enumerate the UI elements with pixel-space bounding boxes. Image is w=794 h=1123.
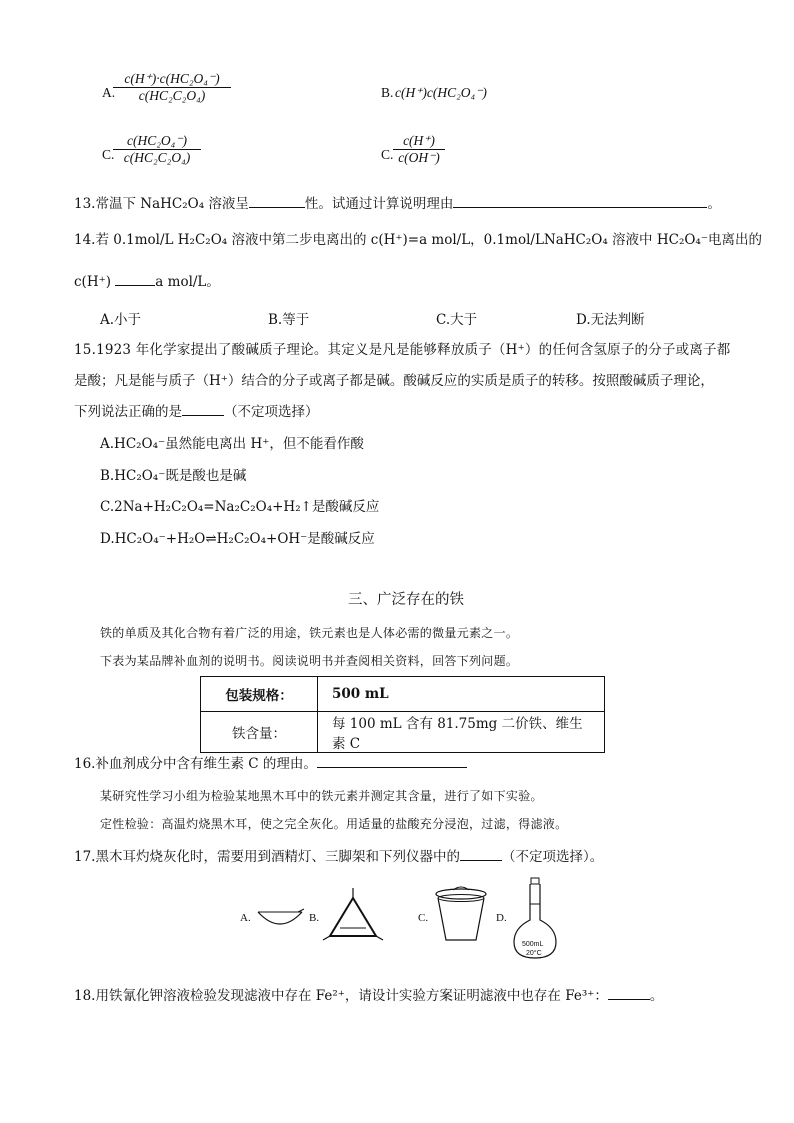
q14-option-c: C.大于 (436, 312, 478, 328)
table-key: 铁含量： (201, 712, 318, 753)
q15-option-d: D.HC₂O₄⁻+H₂O⇌H₂C₂O₄+OH⁻是酸碱反应 (100, 531, 375, 547)
option-a-fraction (113, 71, 231, 104)
question-17: 17.黑木耳灼烧灰化时，需要用到酒精灯、三脚架和下列仪器中的 （不定项选择）。 (74, 845, 603, 865)
crucible-icon (432, 884, 490, 946)
answer-blank[interactable] (115, 271, 155, 286)
apparatus-label-c: C. (418, 912, 429, 924)
answer-blank[interactable] (249, 193, 305, 208)
table-value: 500 mL (318, 677, 605, 712)
table-key: 包装规格： (201, 677, 318, 712)
q15-option-a: A.HC₂O₄⁻虽然能电离出 H⁺，但不能看作酸 (100, 436, 364, 452)
spec-table (200, 676, 605, 753)
evaporating-dish-icon (254, 904, 306, 934)
question-14-line2: c(H⁺) a mol/L。 (74, 270, 220, 290)
option-c-label: C. (102, 147, 115, 162)
question-14-line1: 14.若 0.1mol/L H₂C₂O₄ 溶液中第二步电离出的 c(H⁺)=a mol/L，0.1mol/LNaHC₂O₄ 溶液中 HC₂O₄⁻电离出的 (74, 232, 762, 248)
question-18: 18.用铁氰化钾溶液检验发现滤液中存在 Fe²⁺，请设计实验方案证明滤液中也存在 Fe³⁺： 。 (74, 984, 663, 1004)
clay-triangle-icon (322, 886, 384, 944)
section-intro-2: 下表为某品牌补血剂的说明书。阅读说明书并查阅相关资料，回答下列问题。 (100, 654, 519, 668)
question-15-line3: 下列说法正确的是 （不定项选择） (74, 400, 319, 420)
apparatus-label-d: D. (496, 912, 507, 924)
option-d-label: C. (381, 147, 394, 162)
option-a-denominator: c(HC₂C₂O₄) (138, 88, 206, 103)
q15-option-c: C.2Na+H₂C₂O₄=Na₂C₂O₄+H₂↑是酸碱反应 (100, 499, 380, 515)
q14-option-b: B.等于 (268, 312, 310, 328)
option-a-numerator: c(H⁺)·c(HC₂O₄⁻) (113, 71, 231, 88)
question-15-line1: 15.1923 年化学家提出了酸碱质子理论。其定义是凡是能够释放质子（H⁺）的任何含氢原子的分子或离子都 (74, 342, 731, 358)
table-row (201, 712, 605, 753)
option-b-label: B. (381, 85, 394, 100)
answer-blank[interactable] (317, 753, 467, 768)
question-13: 13.常温下 NaHC₂O₄ 溶液呈 性。试通过计算说明理由 。 (74, 192, 721, 212)
table-row (201, 677, 605, 712)
option-a-label: A. (102, 85, 116, 100)
option-c-denominator: c(HC₂C₂O₄) (123, 150, 191, 165)
section-title: 三、广泛存在的铁 (348, 592, 464, 608)
answer-blank[interactable] (453, 193, 707, 208)
q15-option-b: B.HC₂O₄⁻既是酸也是碱 (100, 468, 247, 484)
experiment-line-1: 某研究性学习小组为检验某地黑木耳中的铁元素并测定其含量，进行了如下实验。 (100, 789, 543, 803)
apparatus-label-b: B. (309, 912, 320, 924)
apparatus-label-a: A. (240, 912, 251, 924)
flask-temperature-label: 20°C (526, 950, 542, 957)
experiment-line-2: 定性检验：高温灼烧黑木耳，使之完全灰化。用适量的盐酸充分浸泡，过滤，得滤液。 (100, 817, 568, 831)
option-c-fraction (113, 133, 201, 166)
answer-blank[interactable] (460, 846, 502, 861)
q14-option-d: D.无法判断 (576, 312, 645, 328)
option-b-expression: c(H⁺)c(HC₂O₄⁻) (395, 85, 487, 100)
answer-blank[interactable] (608, 985, 650, 1000)
question-16: 16.补血剂成分中含有维生素 C 的理由。 (74, 752, 467, 772)
q14-option-a: A.小于 (100, 312, 142, 328)
question-15-line2: 是酸；凡是能与质子（H⁺）结合的分子或离子都是碱。酸碱反应的实质是质子的转移。按照酸碱质子理论， (74, 373, 714, 389)
flask-volume-label: 500mL (522, 941, 544, 948)
option-d-denominator: c(OH⁻) (398, 150, 440, 165)
option-c-numerator: c(HC₂O₄⁻) (113, 133, 201, 150)
section-intro-1: 铁的单质及其化合物有着广泛的用途，铁元素也是人体必需的微量元素之一。 (100, 626, 519, 640)
answer-blank[interactable] (182, 401, 224, 416)
option-d-fraction (393, 133, 445, 166)
option-d-numerator: c(H⁺) (393, 133, 445, 150)
table-value: 每 100 mL 含有 81.75mg 二价铁、维生素 C (318, 712, 605, 753)
